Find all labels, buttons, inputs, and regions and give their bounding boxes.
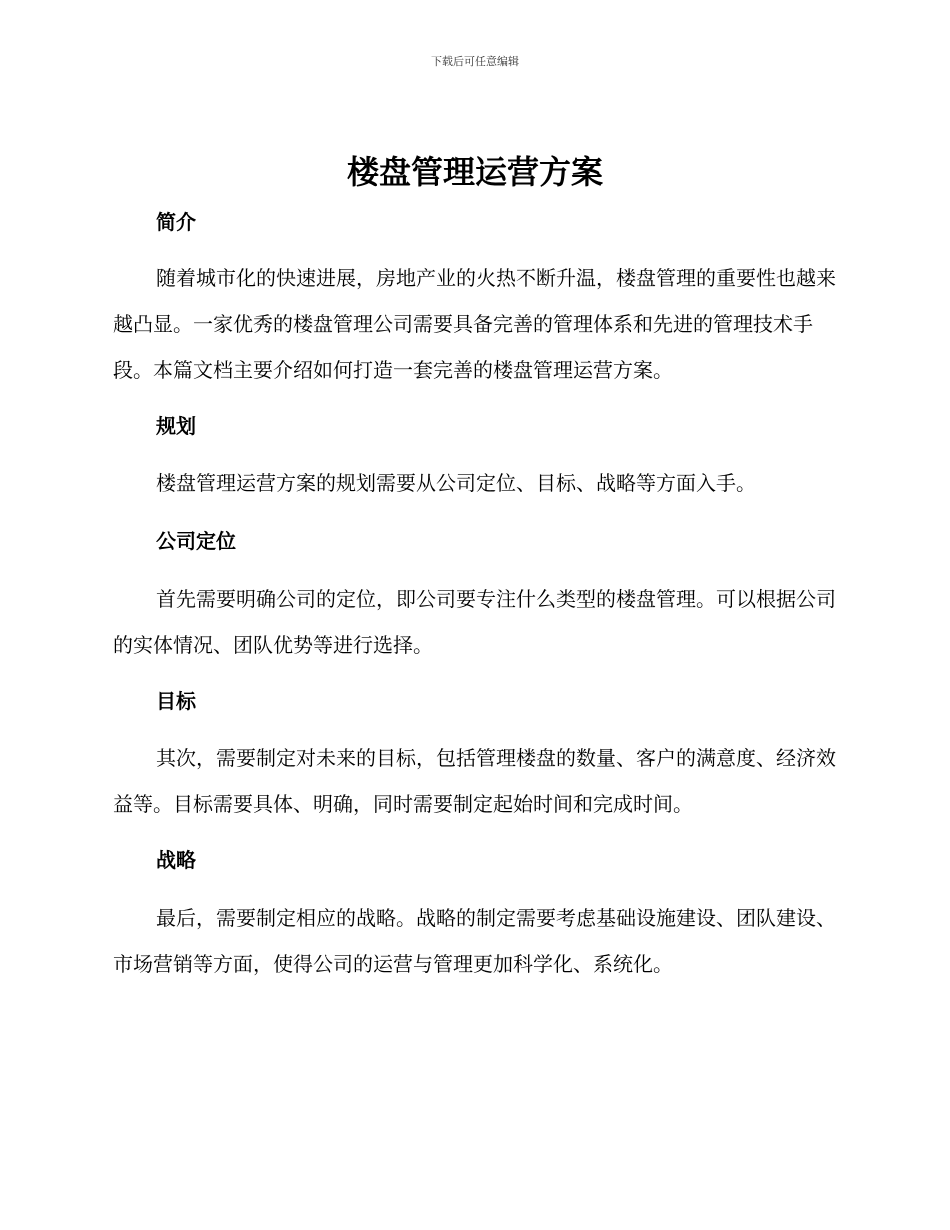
- section-heading-planning: 规划: [156, 414, 196, 438]
- section-paragraph-positioning: 首先需要明确公司的定位，即公司要专注什么类型的楼盘管理。可以根据公司的实体情况、团队优势等进行选择。: [113, 587, 836, 657]
- section-heading-strategy: 战略: [156, 848, 196, 872]
- section-paragraph-strategy: 最后，需要制定相应的战略。战略的制定需要考虑基础设施建设、团队建设、市场营销等方面，使得公司的运营与管理更加科学化、系统化。: [113, 906, 836, 976]
- section-heading-positioning: 公司定位: [156, 529, 236, 553]
- document-title: 楼盘管理运营方案: [346, 153, 603, 191]
- section-heading-goals: 目标: [156, 689, 196, 713]
- section-heading-intro: 简介: [156, 210, 196, 234]
- section-paragraph-goals: 其次，需要制定对未来的目标，包括管理楼盘的数量、客户的满意度、经济效益等。目标需要具体、明确，同时需要制定起始时间和完成时间。: [113, 746, 836, 816]
- section-paragraph-planning: 楼盘管理运营方案的规划需要从公司定位、目标、战略等方面入手。: [156, 471, 756, 495]
- section-paragraph-intro: 随着城市化的快速进展，房地产业的火热不断升温，楼盘管理的重要性也越来越凸显。一家优秀的楼盘管理公司需要具备完善的管理体系和先进的管理技术手段。本篇文档主要介绍如何打造一套完善的楼盘管理运营方案。: [113, 266, 836, 382]
- page-header-note: 下载后可任意编辑: [431, 55, 519, 68]
